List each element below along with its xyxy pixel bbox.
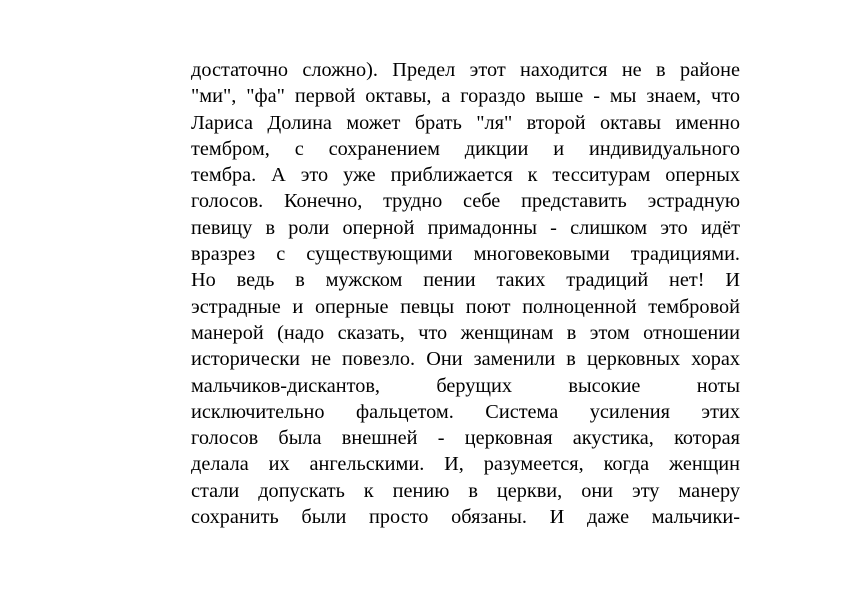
text-line: сохранить были просто обязаны. И даже мальчики-: [191, 506, 740, 529]
text-line: голосов. Конечно, трудно себе представить эстрадную: [191, 190, 740, 213]
text-line: Но ведь в мужском пении таких традиций нет! И: [191, 269, 740, 292]
text-line: манерой (надо сказать, что женщинам в этом отношении: [191, 321, 740, 344]
text-line: тембром, с сохранением дикции и индивидуального: [191, 137, 740, 160]
text-line: исключительно фальцетом. Система усиления этих: [191, 400, 740, 423]
text-line: тембра. А это уже приближается к тесситурам оперных: [191, 164, 740, 187]
text-line: эстрадные и оперные певцы поют полноценной тембровой: [191, 295, 740, 318]
text-line: стали допускать к пению в церкви, они эту манеру: [191, 479, 740, 502]
text-line: голосов была внешней - церковная акустика, которая: [191, 427, 740, 450]
text-line: исторически не повезло. Они заменили в церковных хорах: [191, 348, 740, 371]
text-line: певицу в роли оперной примадонны - слишком это идёт: [191, 216, 740, 239]
text-line: вразрез с существующими многовековыми традициями.: [191, 243, 740, 266]
text-line: Лариса Долина может брать "ля" второй октавы именно: [191, 111, 740, 134]
text-line: делала их ангельскими. И, разумеется, когда женщин: [191, 453, 740, 476]
text-line: мальчиков-дискантов, берущих высокие ноты: [191, 374, 740, 397]
body-text: [191, 57, 740, 530]
text-line: достаточно сложно). Предел этот находится не в районе: [191, 59, 740, 81]
text-line: "ми", "фа" первой октавы, а гораздо выше - мы знаем, что: [191, 85, 740, 108]
